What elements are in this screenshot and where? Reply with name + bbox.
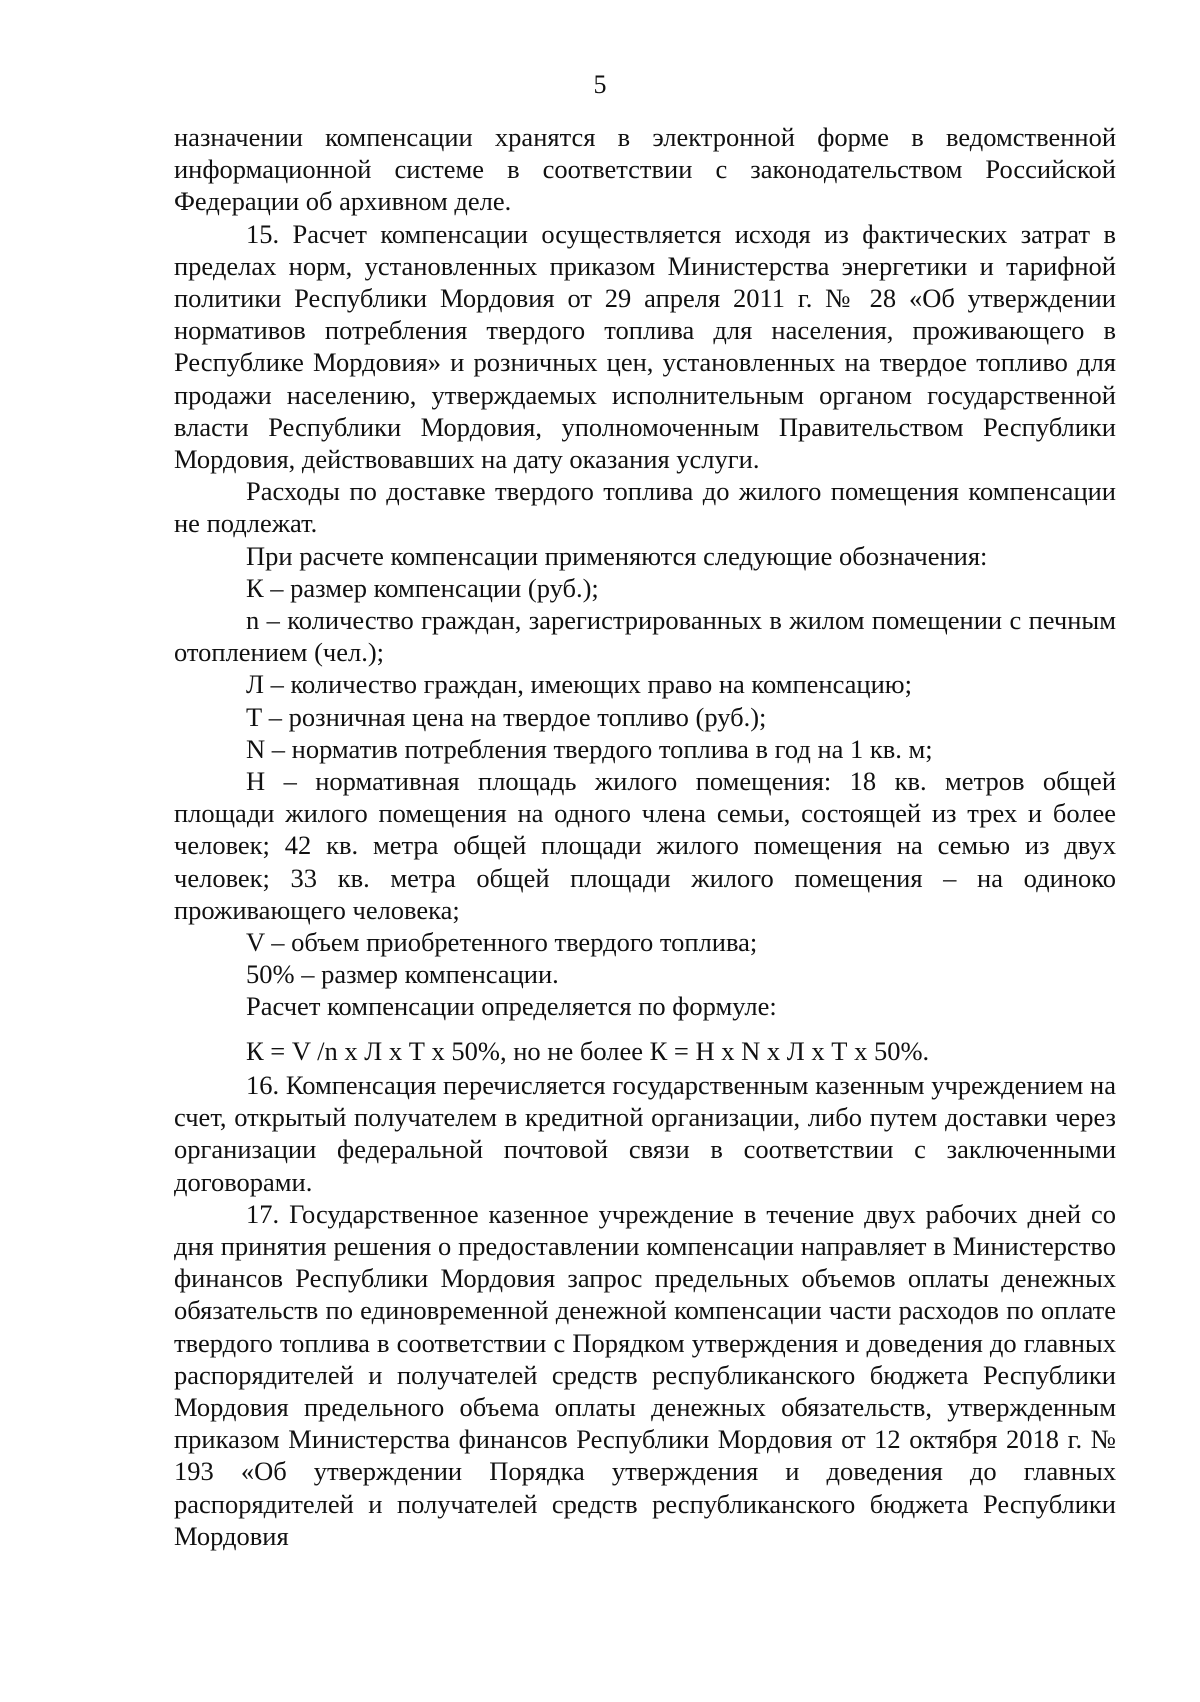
paragraph-delivery-costs: Расходы по доставке твердого топлива до жилого помещения компенсации не подлежат.	[174, 476, 1116, 539]
paragraph-15-calculation-basis: 15. Расчет компенсации осуществляется исходя из фактических затрат в пределах норм, установленных приказом Министерства энергетики и тарифной политики Республики Мордовия от 29 апреля 2011 г. № 28 «Об утверждении нормативов потребления твердого топлива для населения, проживающего в Республике Мордовия» и розничных цен, установленных на твердое топливо для продажи населению, утверждаемых исполнительным органом государственной власти Республики Мордовия, уполномоченным Правительством Республики Мордовия, действовавших на дату оказания услуги.	[174, 218, 1116, 475]
notation-t: Т – розничная цена на твердое топливо (руб.);	[246, 701, 767, 732]
notation-n: n – количество граждан, зарегистрированных в жилом помещении с печным отоплением (чел.);	[174, 605, 1116, 668]
page-number: 5	[593, 70, 607, 99]
paragraph-17-request: 17. Государственное казенное учреждение в течение двух рабочих дней со дня принятия решения о предоставлении компенсации направляет в Министерство финансов Республики Мордовия запрос предельных объемов оплаты денежных обязательств по единовременной денежной компенсации части расходов по оплате твердого топлива в соответствии с Порядком утверждения и доведения до главных распорядителей и получателей средств республиканского бюджета Республики Мордовия предельного объема оплаты денежных обязательств, утвержденным приказом Министерства финансов Республики Мордовия от 12 октября 2018 г. № 193 «Об утверждении Порядка утверждения и доведения до главных распорядителей и получателей средств республиканского бюджета Республики Мордовия	[174, 1198, 1116, 1551]
notation-area: Н – нормативная площадь жилого помещения: 18 кв. метров общей площади жилого помещения на одного члена семьи, состоящей из трех и более человек; 42 кв. метра общей площади жилого помещения на семью из двух человек; 33 кв. метра общей площади жилого помещения – на одиноко проживающего человека;	[174, 766, 1116, 925]
compensation-formula: К = V /n х Л х Т х 50%, но не более К = Н х N х Л х Т х 50%.	[246, 1035, 930, 1066]
paragraph-notation-intro: При расчете компенсации применяются следующие обозначения:	[246, 540, 988, 571]
notation-k: К – размер компенсации (руб.);	[246, 572, 599, 603]
paragraph-16-transfer: 16. Компенсация перечисляется государственным казенным учреждением на счет, открытый получателем в кредитной организации, либо путем доставки через организации федеральной почтовой связи в соответствии с заключенными договорами.	[174, 1069, 1116, 1197]
paragraph-archive-storage: назначении компенсации хранятся в электронной форме в ведомственной информационной системе в соответствии с законодательством Российской Федерации об архивном деле.	[174, 122, 1116, 217]
notation-norm: N – норматив потребления твердого топлива в год на 1 кв. м;	[246, 733, 933, 764]
notation-volume: V – объем приобретенного твердого топлива;	[246, 927, 758, 958]
paragraph-formula-intro: Расчет компенсации определяется по формуле:	[246, 991, 777, 1022]
document-body	[174, 121, 1116, 1552]
notation-l: Л – количество граждан, имеющих право на компенсацию;	[246, 669, 912, 700]
notation-percent: 50% – размер компенсации.	[246, 959, 559, 990]
